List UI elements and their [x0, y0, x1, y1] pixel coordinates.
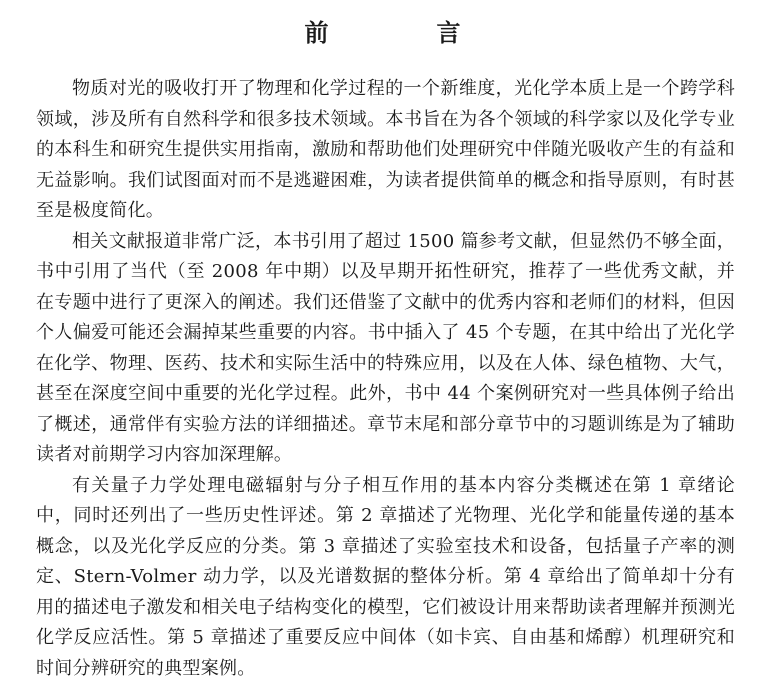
page-title: 前 言	[72, 18, 735, 48]
paragraph-2: 相关文献报道非常广泛，本书引用了超过 1500 篇参考文献，但显然仍不够全面，书中引用了当代（至 2008 年中期）以及早期开拓性研究，推荐了一些优秀文献，并在专题中进行了更深入的阐述。我们还借鉴了文献中的优秀内容和老师们的材料，但因个人偏爱可能还会漏掉某些重要的内容。书中插入了 45 个专题，在其中给出了光化学在化学、物理、医药、技术和实际生活中的特殊应用，以及在人体、绿色植物、大气，甚至在深度空间中重要的光化学过程。此外，书中 44 个案例研究对一些具体例子给出了概述，通常伴有实验方法的详细描述。章节末尾和部分章节中的习题训练是为了辅助读者对前期学习内容加深理解。	[36, 227, 735, 471]
paragraph-3: 有关量子力学处理电磁辐射与分子相互作用的基本内容分类概述在第 1 章绪论中，同时还列出了一些历史性评述。第 2 章描述了光物理、光化学和能量传递的基本概念，以及光化学反应的分类。第 3 章描述了实验室技术和设备，包括量子产率的测定、Stern-Volmer 动力学，以及光谱数据的整体分析。第 4 章给出了简单却十分有用的描述电子激发和相关电子结构变化的模型，它们被设计用来帮助读者理解并预测光化学反应活性。第 5 章描述了重要反应中间体（如卡宾、自由基和烯醇）机理研究和时间分辨研究的典型案例。	[36, 471, 735, 684]
paragraph-1: 物质对光的吸收打开了物理和化学过程的一个新维度，光化学本质上是一个跨学科领域，涉及所有自然科学和很多技术领域。本书旨在为各个领域的科学家以及化学专业的本科生和研究生提供实用指南，激励和帮助他们处理研究中伴随光吸收产生的有益和无益影响。我们试图面对而不是逃避困难，为读者提供简单的概念和指导原则，有时甚至是极度简化。	[36, 74, 735, 227]
